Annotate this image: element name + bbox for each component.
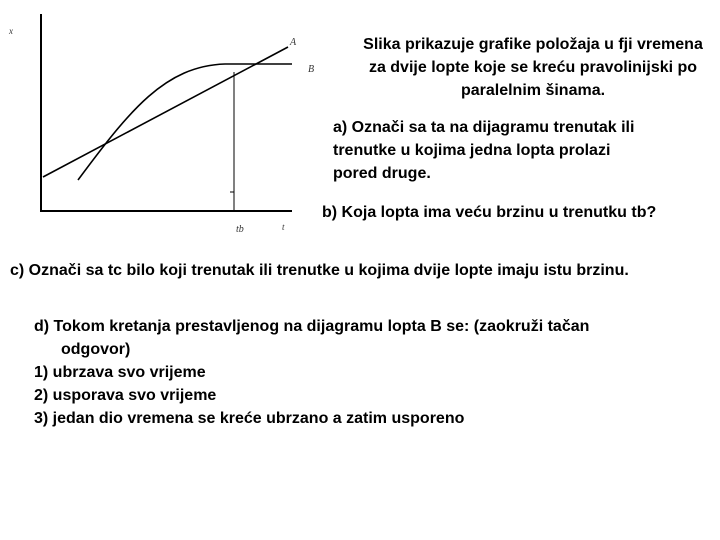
question-d-option-2: 2) usporava svo vrijeme	[34, 387, 217, 404]
line-a-label: A	[290, 37, 297, 48]
line-b-label: B	[308, 64, 315, 75]
question-c: c) Označi sa tc bilo koji trenutak ili trenutke u kojima dvije lopte imaju istu brzinu.	[10, 262, 629, 279]
question-d-option-1: 1) ubrzava svo vrijeme	[34, 364, 206, 381]
question-d	[34, 315, 589, 430]
t-axis-label: t	[282, 222, 285, 232]
question-b: b) Koja lopta ima veću brzinu u trenutku tb?	[322, 204, 657, 221]
intro-line-1: Slika prikazuje grafike položaja u fji vremena	[363, 36, 703, 53]
question-d-option-3: 3) jedan dio vremena se kreće ubrzano a zatim usporeno	[34, 410, 465, 427]
intro-text	[346, 33, 720, 102]
intro-line-3: paralelnim šinama.	[460, 82, 606, 99]
question-a-line-3: pored druge.	[333, 165, 431, 182]
question-d-line-1: d) Tokom kretanja prestavljenog na dijagramu lopta B se: (zaokruži tačan	[34, 318, 590, 335]
question-d-line-2: odgovor)	[61, 341, 131, 358]
line-a	[43, 47, 288, 177]
intro-line-2: za dvije lopte koje se kreću pravolinijski po	[368, 59, 698, 76]
curve-b	[78, 64, 292, 180]
question-a-line-2: trenutke u kojima jedna lopta prolazi	[333, 142, 611, 159]
y-axis-label: x	[9, 26, 13, 36]
question-a-line-1: a) Označi sa ta na dijagramu trenutak ili	[333, 119, 635, 136]
position-time-graph	[0, 0, 340, 250]
question-a	[333, 116, 634, 185]
tb-label: tb	[236, 224, 244, 235]
